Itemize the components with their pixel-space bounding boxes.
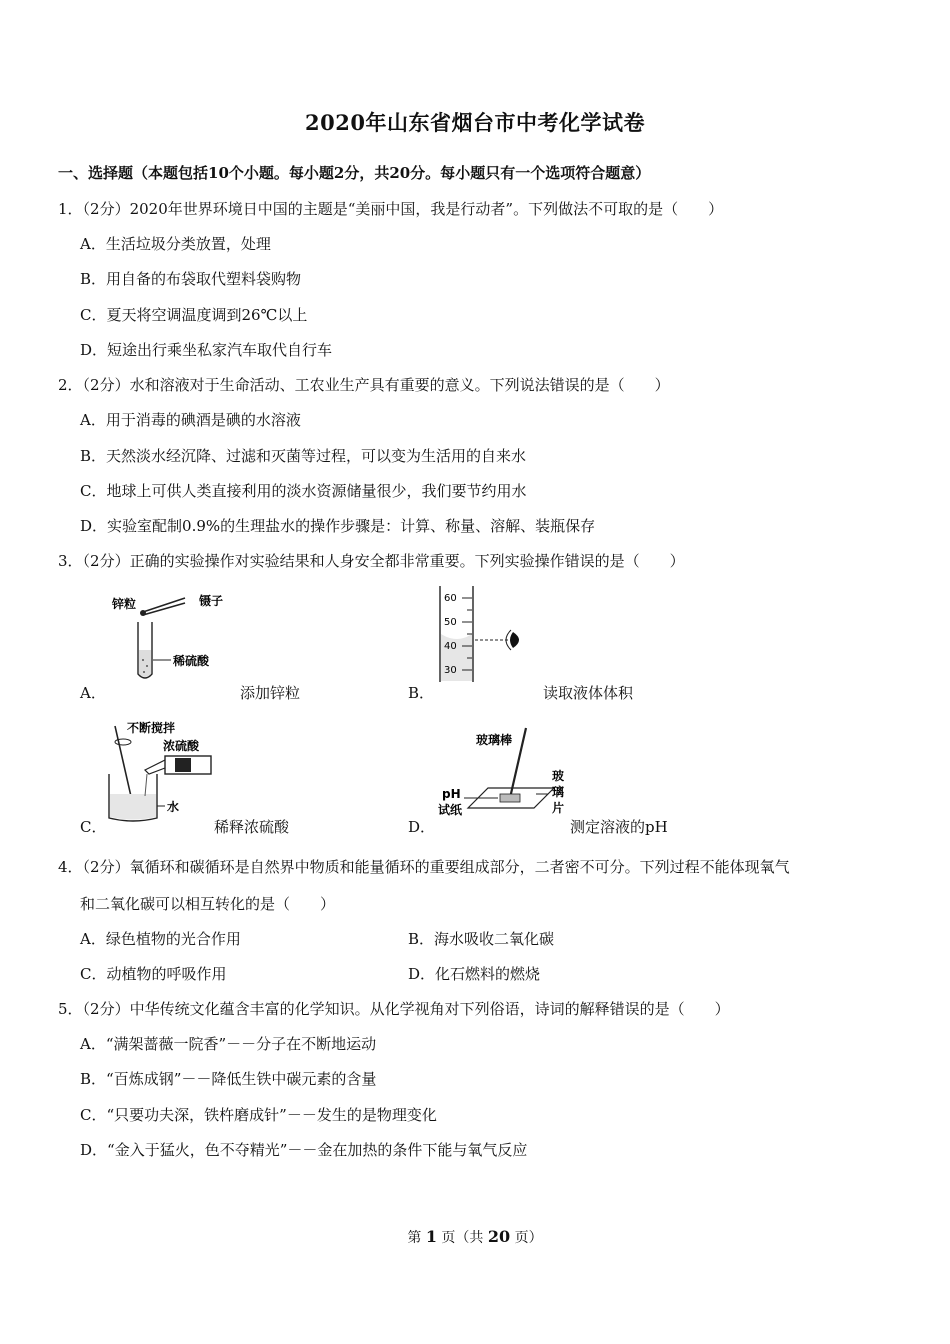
question-3-option-c[interactable]: C． xyxy=(80,818,107,836)
question-1-option-b[interactable]: B．用自备的布袋取代塑料袋购物 xyxy=(80,270,302,288)
question-2-stem: 2．（2分）水和溶液对于生命活动、工农业生产具有重要的意义。下列说法错误的是（ ） xyxy=(58,376,670,394)
question-1-option-c[interactable]: C．夏天将空调温度调到26℃以上 xyxy=(80,306,308,324)
figure-b-tick-60: 60 xyxy=(444,593,457,604)
page-footer xyxy=(0,1227,950,1247)
question-1-stem: 1．（2分）2020年世界环境日中国的主题是“美丽中国，我是行动者”。下列做法不可取的是（ ） xyxy=(58,200,724,218)
question-5-option-d[interactable]: D．“金入于猛火，色不夺精光”－－金在加热的条件下能与氧气反应 xyxy=(80,1141,528,1159)
question-5-option-a[interactable]: A．“满架蔷薇一院香”－－分子在不断地运动 xyxy=(80,1035,377,1053)
question-4-option-c[interactable]: C．动植物的呼吸作用 xyxy=(80,965,227,983)
question-4-stem-line-1: 4．（2分）氧循环和碳循环是自然界中物质和能量循环的重要组成部分，二者密不可分。下列过程不能体现氧气 xyxy=(58,858,790,876)
footer-suffix: 页） xyxy=(510,1230,543,1246)
question-3-option-b[interactable]: B． xyxy=(408,684,435,702)
footer-prefix: 第 xyxy=(407,1230,426,1246)
figure-d-label-rod: 玻璃棒 xyxy=(476,733,513,747)
figure-measure-ph xyxy=(436,722,576,822)
question-3-option-b-caption: 读取液体体积 xyxy=(543,684,634,702)
figure-c-label-water: 水 xyxy=(167,800,180,814)
question-3-option-d-caption: 测定溶液的pH xyxy=(570,818,668,836)
figure-a-label-zinc: 锌粒 xyxy=(112,597,137,611)
question-5-stem: 5．（2分）中华传统文化蕴含丰富的化学知识。从化学视角对下列俗语，诗词的解释错误的是（ ） xyxy=(58,1000,730,1018)
question-3-option-c-caption: 稀释浓硫酸 xyxy=(214,818,290,836)
footer-total-pages: 20 xyxy=(487,1227,511,1246)
figure-b-tick-50: 50 xyxy=(444,617,457,628)
figure-dilute-acid xyxy=(105,718,225,828)
question-4-option-d[interactable]: D．化石燃料的燃烧 xyxy=(408,965,541,983)
figure-a-label-acid: 稀硫酸 xyxy=(173,654,210,668)
question-2-option-a[interactable]: A．用于消毒的碘酒是碘的水溶液 xyxy=(80,411,301,429)
question-4-option-b[interactable]: B．海水吸收二氧化碳 xyxy=(408,930,555,948)
question-5-option-c[interactable]: C．“只要功夫深，铁杵磨成针”－－发生的是物理变化 xyxy=(80,1106,437,1124)
figure-b-tick-30: 30 xyxy=(444,665,457,676)
figure-d-label-glass-1: 玻 xyxy=(552,769,565,783)
figure-b-tick-40: 40 xyxy=(444,641,457,652)
figure-d-label-glass-3: 片 xyxy=(552,801,565,815)
question-4-stem-line-2: 和二氧化碳可以相互转化的是（ ） xyxy=(80,895,336,913)
question-3-option-a-caption: 添加锌粒 xyxy=(240,684,301,702)
figure-c-label-stir: 不断搅拌 xyxy=(127,721,176,735)
question-4-option-a[interactable]: A．绿色植物的光合作用 xyxy=(80,930,241,948)
figure-read-volume xyxy=(435,584,545,684)
question-2-option-b[interactable]: B．天然淡水经沉降、过滤和灭菌等过程，可以变为生活用的自来水 xyxy=(80,447,527,465)
figure-c-label-acid: 浓硫酸 xyxy=(163,739,200,753)
figure-add-zinc xyxy=(105,588,245,688)
figure-a-label-tweezers: 镊子 xyxy=(199,594,224,608)
footer-middle: 页（共 xyxy=(436,1230,488,1246)
question-5-option-b[interactable]: B．“百炼成钢”－－降低生铁中碳元素的含量 xyxy=(80,1070,377,1088)
figure-d-label-ph: pH xyxy=(442,787,461,801)
figure-d-label-paper: 试纸 xyxy=(438,803,463,817)
question-3-stem: 3．（2分）正确的实验操作对实验结果和人身安全都非常重要。下列实验操作错误的是（ ） xyxy=(58,552,685,570)
question-3-option-a[interactable]: A． xyxy=(80,684,106,702)
question-3-option-d[interactable]: D． xyxy=(408,818,436,836)
figure-d-label-glass-2: 璃 xyxy=(552,785,565,799)
question-1-option-a[interactable]: A．生活垃圾分类放置，处理 xyxy=(80,235,271,253)
question-1-option-d[interactable]: D．短途出行乘坐私家汽车取代自行车 xyxy=(80,341,333,359)
question-2-option-d[interactable]: D．实验室配制0.9%的生理盐水的操作步骤是：计算、称量、溶解、装瓶保存 xyxy=(80,517,596,535)
page-title: 2020年山东省烟台市中考化学试卷 xyxy=(305,110,645,135)
question-2-option-c[interactable]: C．地球上可供人类直接利用的淡水资源储量很少，我们要节约用水 xyxy=(80,482,527,500)
footer-page-number: 1 xyxy=(425,1227,437,1246)
section-heading: 一、选择题（本题包括10个小题。每小题2分，共20分。每小题只有一个选项符合题意） xyxy=(58,164,651,182)
